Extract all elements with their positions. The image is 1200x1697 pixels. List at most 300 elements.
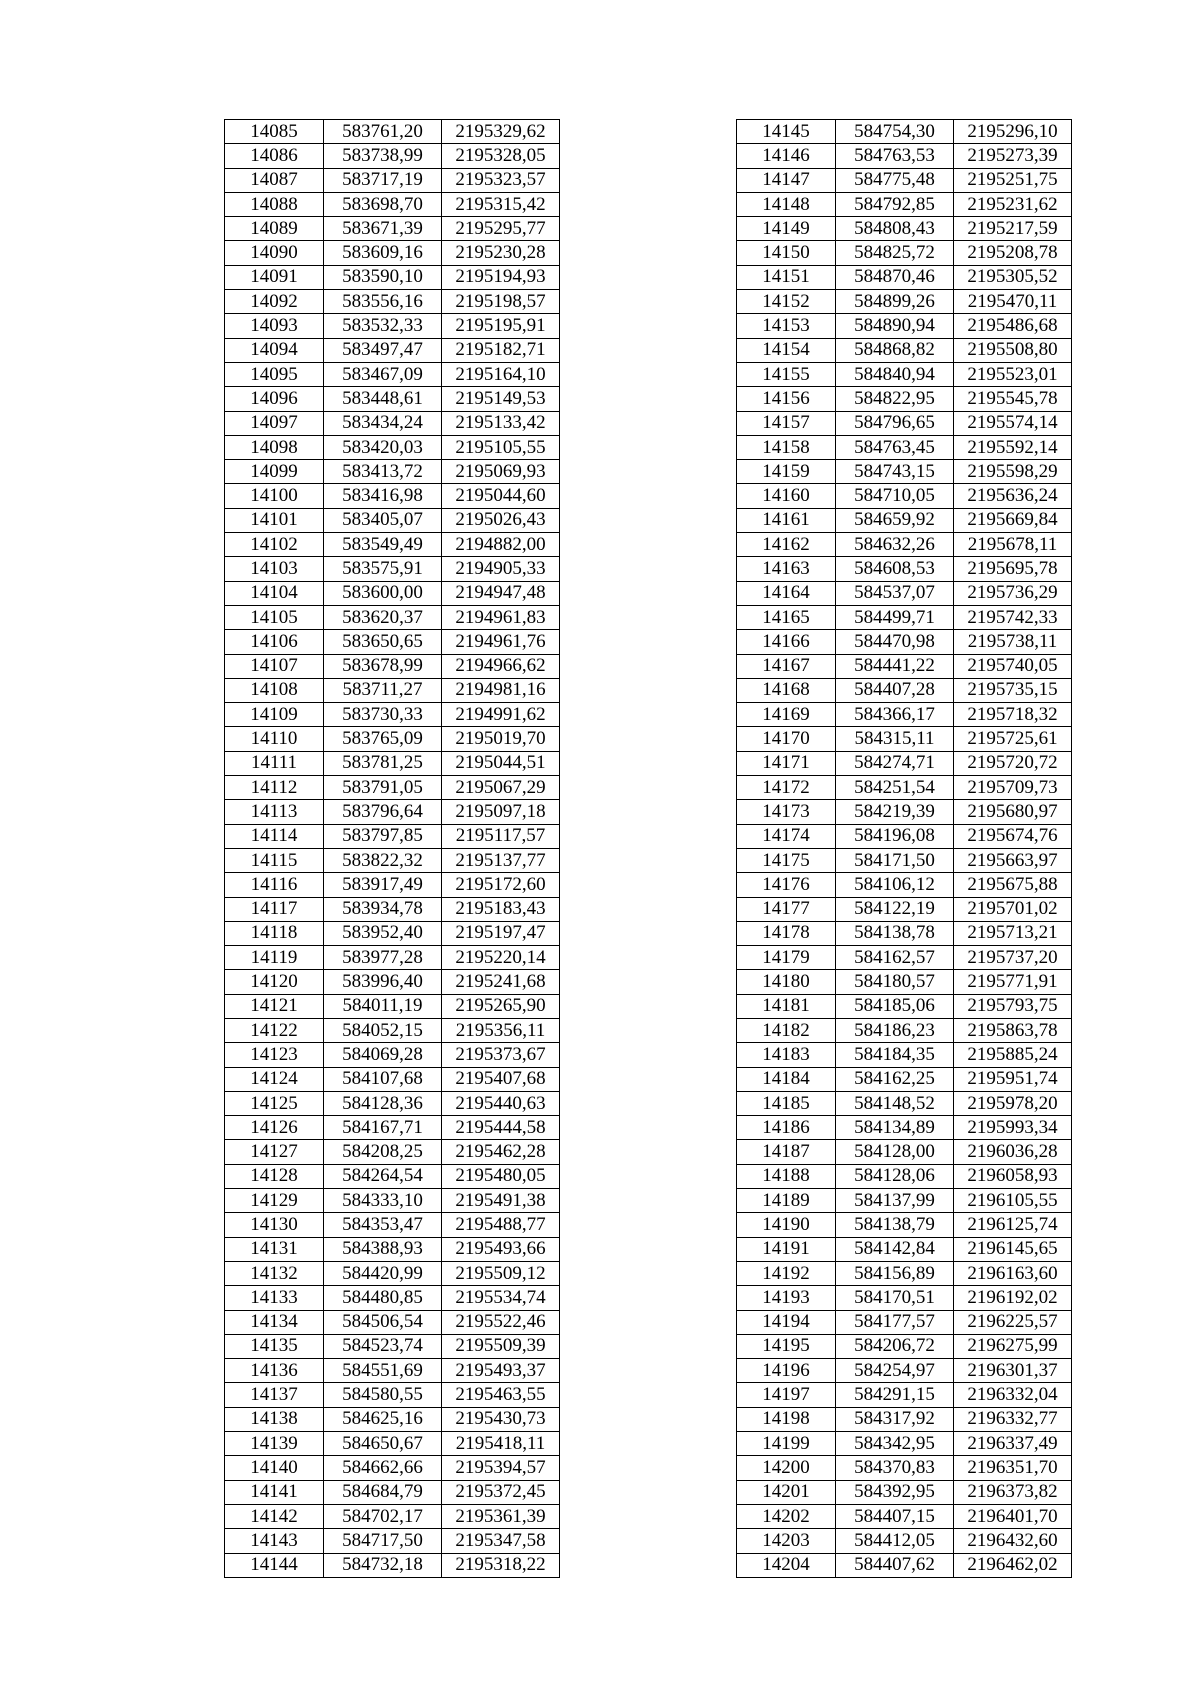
- y-coordinate-cell: 2195407,68: [442, 1067, 560, 1091]
- x-coordinate-cell: 584251,54: [836, 776, 954, 800]
- point-number-cell: 14109: [225, 703, 324, 727]
- x-coordinate-cell: 584148,52: [836, 1091, 954, 1115]
- table-row: [225, 1189, 560, 1213]
- table-row: [225, 1529, 560, 1553]
- point-number-cell: 14103: [225, 557, 324, 581]
- table-row: [737, 192, 1072, 216]
- table-row: [225, 1553, 560, 1577]
- point-number-cell: 14186: [737, 1116, 836, 1140]
- y-coordinate-cell: 2195394,57: [442, 1456, 560, 1480]
- x-coordinate-cell: 584134,89: [836, 1116, 954, 1140]
- x-coordinate-cell: 583761,20: [324, 120, 442, 144]
- point-number-cell: 14198: [737, 1407, 836, 1431]
- y-coordinate-cell: 2195026,43: [442, 508, 560, 532]
- y-coordinate-cell: 2195663,97: [954, 848, 1072, 872]
- y-coordinate-cell: 2195718,32: [954, 703, 1072, 727]
- x-coordinate-cell: 584388,93: [324, 1237, 442, 1261]
- point-number-cell: 14139: [225, 1432, 324, 1456]
- y-coordinate-cell: 2195701,02: [954, 897, 1072, 921]
- table-row: [737, 873, 1072, 897]
- point-number-cell: 14143: [225, 1529, 324, 1553]
- x-coordinate-cell: 584808,43: [836, 217, 954, 241]
- x-coordinate-cell: 583711,27: [324, 678, 442, 702]
- x-coordinate-cell: 584499,71: [836, 605, 954, 629]
- x-coordinate-cell: 584366,17: [836, 703, 954, 727]
- x-coordinate-cell: 584792,85: [836, 192, 954, 216]
- table-row: [225, 605, 560, 629]
- x-coordinate-cell: 584052,15: [324, 1018, 442, 1042]
- x-coordinate-cell: 583467,09: [324, 362, 442, 386]
- y-coordinate-cell: 2195440,63: [442, 1091, 560, 1115]
- x-coordinate-cell: 584156,89: [836, 1261, 954, 1285]
- x-coordinate-cell: 584684,79: [324, 1480, 442, 1504]
- point-number-cell: 14135: [225, 1334, 324, 1358]
- y-coordinate-cell: 2195149,53: [442, 387, 560, 411]
- x-coordinate-cell: 584370,83: [836, 1456, 954, 1480]
- x-coordinate-cell: 584342,95: [836, 1432, 954, 1456]
- table-row: [225, 460, 560, 484]
- x-coordinate-cell: 584506,54: [324, 1310, 442, 1334]
- y-coordinate-cell: 2195117,57: [442, 824, 560, 848]
- x-coordinate-cell: 584608,53: [836, 557, 954, 581]
- point-number-cell: 14200: [737, 1456, 836, 1480]
- table-row: [737, 168, 1072, 192]
- table-row: [737, 557, 1072, 581]
- point-number-cell: 14167: [737, 654, 836, 678]
- table-row: [225, 1018, 560, 1042]
- x-coordinate-cell: 584441,22: [836, 654, 954, 678]
- point-number-cell: 14179: [737, 946, 836, 970]
- table-row: [225, 411, 560, 435]
- point-number-cell: 14113: [225, 800, 324, 824]
- point-number-cell: 14133: [225, 1286, 324, 1310]
- table-row: [225, 508, 560, 532]
- y-coordinate-cell: 2195680,97: [954, 800, 1072, 824]
- y-coordinate-cell: 2195509,39: [442, 1334, 560, 1358]
- point-number-cell: 14184: [737, 1067, 836, 1091]
- table-row: [225, 1286, 560, 1310]
- x-coordinate-cell: 583730,33: [324, 703, 442, 727]
- point-number-cell: 14159: [737, 460, 836, 484]
- table-row: [225, 1359, 560, 1383]
- y-coordinate-cell: 2195695,78: [954, 557, 1072, 581]
- y-coordinate-cell: 2195137,77: [442, 848, 560, 872]
- y-coordinate-cell: 2195771,91: [954, 970, 1072, 994]
- y-coordinate-cell: 2195265,90: [442, 994, 560, 1018]
- table-row: [737, 411, 1072, 435]
- point-number-cell: 14088: [225, 192, 324, 216]
- point-number-cell: 14106: [225, 630, 324, 654]
- table-row: [737, 1261, 1072, 1285]
- point-number-cell: 14145: [737, 120, 836, 144]
- x-coordinate-cell: 584170,51: [836, 1286, 954, 1310]
- point-number-cell: 14158: [737, 435, 836, 459]
- point-number-cell: 14098: [225, 435, 324, 459]
- y-coordinate-cell: 2195273,39: [954, 144, 1072, 168]
- y-coordinate-cell: 2196036,28: [954, 1140, 1072, 1164]
- x-coordinate-cell: 584208,25: [324, 1140, 442, 1164]
- table-row: [225, 848, 560, 872]
- x-coordinate-cell: 583717,19: [324, 168, 442, 192]
- table-row: [737, 751, 1072, 775]
- x-coordinate-cell: 584254,97: [836, 1359, 954, 1383]
- table-row: [737, 1091, 1072, 1115]
- table-row: [225, 290, 560, 314]
- point-number-cell: 14156: [737, 387, 836, 411]
- point-number-cell: 14162: [737, 533, 836, 557]
- x-coordinate-cell: 584899,26: [836, 290, 954, 314]
- y-coordinate-cell: 2195509,12: [442, 1261, 560, 1285]
- y-coordinate-cell: 2195951,74: [954, 1067, 1072, 1091]
- table-row: [737, 654, 1072, 678]
- table-row: [225, 144, 560, 168]
- point-number-cell: 14121: [225, 994, 324, 1018]
- y-coordinate-cell: 2195534,74: [442, 1286, 560, 1310]
- x-coordinate-cell: 583549,49: [324, 533, 442, 557]
- table-row: [737, 362, 1072, 386]
- x-coordinate-cell: 584732,18: [324, 1553, 442, 1577]
- table-row: [225, 557, 560, 581]
- x-coordinate-cell: 583996,40: [324, 970, 442, 994]
- point-number-cell: 14185: [737, 1091, 836, 1115]
- point-number-cell: 14157: [737, 411, 836, 435]
- table-row: [225, 168, 560, 192]
- point-number-cell: 14144: [225, 1553, 324, 1577]
- point-number-cell: 14118: [225, 921, 324, 945]
- y-coordinate-cell: 2195329,62: [442, 120, 560, 144]
- point-number-cell: 14183: [737, 1043, 836, 1067]
- point-number-cell: 14127: [225, 1140, 324, 1164]
- table-row: [225, 1504, 560, 1528]
- table-row: [225, 192, 560, 216]
- point-number-cell: 14105: [225, 605, 324, 629]
- point-number-cell: 14097: [225, 411, 324, 435]
- y-coordinate-cell: 2195133,42: [442, 411, 560, 435]
- point-number-cell: 14201: [737, 1480, 836, 1504]
- y-coordinate-cell: 2194991,62: [442, 703, 560, 727]
- table-row: [225, 581, 560, 605]
- x-coordinate-cell: 583416,98: [324, 484, 442, 508]
- point-number-cell: 14164: [737, 581, 836, 605]
- point-number-cell: 14180: [737, 970, 836, 994]
- table-row: [737, 314, 1072, 338]
- table-row: [737, 921, 1072, 945]
- y-coordinate-cell: 2195069,93: [442, 460, 560, 484]
- table-row: [737, 1504, 1072, 1528]
- table-row: [737, 727, 1072, 751]
- table-row: [225, 1164, 560, 1188]
- point-number-cell: 14125: [225, 1091, 324, 1115]
- x-coordinate-cell: 584011,19: [324, 994, 442, 1018]
- y-coordinate-cell: 2196192,02: [954, 1286, 1072, 1310]
- point-number-cell: 14204: [737, 1553, 836, 1577]
- y-coordinate-cell: 2195678,11: [954, 533, 1072, 557]
- x-coordinate-cell: 584420,99: [324, 1261, 442, 1285]
- table-row: [737, 970, 1072, 994]
- table-row: [737, 1067, 1072, 1091]
- point-number-cell: 14096: [225, 387, 324, 411]
- x-coordinate-cell: 584206,72: [836, 1334, 954, 1358]
- point-number-cell: 14193: [737, 1286, 836, 1310]
- table-row: [225, 654, 560, 678]
- point-number-cell: 14130: [225, 1213, 324, 1237]
- x-coordinate-cell: 584186,23: [836, 1018, 954, 1042]
- table-row: [737, 605, 1072, 629]
- x-coordinate-cell: 583556,16: [324, 290, 442, 314]
- point-number-cell: 14150: [737, 241, 836, 265]
- point-number-cell: 14137: [225, 1383, 324, 1407]
- table-row: [737, 1213, 1072, 1237]
- x-coordinate-cell: 584177,57: [836, 1310, 954, 1334]
- y-coordinate-cell: 2195241,68: [442, 970, 560, 994]
- point-number-cell: 14091: [225, 265, 324, 289]
- point-number-cell: 14120: [225, 970, 324, 994]
- table-row: [225, 338, 560, 362]
- table-row: [225, 362, 560, 386]
- point-number-cell: 14141: [225, 1480, 324, 1504]
- point-number-cell: 14151: [737, 265, 836, 289]
- x-coordinate-cell: 583413,72: [324, 460, 442, 484]
- table-row: [225, 824, 560, 848]
- x-coordinate-cell: 583781,25: [324, 751, 442, 775]
- x-coordinate-cell: 584122,19: [836, 897, 954, 921]
- x-coordinate-cell: 583952,40: [324, 921, 442, 945]
- table-row: [737, 1359, 1072, 1383]
- table-row: [225, 314, 560, 338]
- x-coordinate-cell: 583590,10: [324, 265, 442, 289]
- point-number-cell: 14172: [737, 776, 836, 800]
- x-coordinate-cell: 583671,39: [324, 217, 442, 241]
- y-coordinate-cell: 2195470,11: [954, 290, 1072, 314]
- point-number-cell: 14192: [737, 1261, 836, 1285]
- point-number-cell: 14165: [737, 605, 836, 629]
- y-coordinate-cell: 2195736,29: [954, 581, 1072, 605]
- point-number-cell: 14085: [225, 120, 324, 144]
- table-row: [225, 630, 560, 654]
- x-coordinate-cell: 584743,15: [836, 460, 954, 484]
- y-coordinate-cell: 2195217,59: [954, 217, 1072, 241]
- table-row: [737, 1456, 1072, 1480]
- point-number-cell: 14175: [737, 848, 836, 872]
- point-number-cell: 14166: [737, 630, 836, 654]
- table-row: [225, 751, 560, 775]
- table-row: [737, 994, 1072, 1018]
- point-number-cell: 14124: [225, 1067, 324, 1091]
- y-coordinate-cell: 2196351,70: [954, 1456, 1072, 1480]
- x-coordinate-cell: 583934,78: [324, 897, 442, 921]
- point-number-cell: 14102: [225, 533, 324, 557]
- y-coordinate-cell: 2196125,74: [954, 1213, 1072, 1237]
- x-coordinate-cell: 584537,07: [836, 581, 954, 605]
- y-coordinate-cell: 2195172,60: [442, 873, 560, 897]
- y-coordinate-cell: 2195598,29: [954, 460, 1072, 484]
- x-coordinate-cell: 584315,11: [836, 727, 954, 751]
- point-number-cell: 14177: [737, 897, 836, 921]
- x-coordinate-cell: 584480,85: [324, 1286, 442, 1310]
- y-coordinate-cell: 2195592,14: [954, 435, 1072, 459]
- point-number-cell: 14122: [225, 1018, 324, 1042]
- y-coordinate-cell: 2195725,61: [954, 727, 1072, 751]
- x-coordinate-cell: 584171,50: [836, 848, 954, 872]
- table-row: [737, 144, 1072, 168]
- x-coordinate-cell: 584107,68: [324, 1067, 442, 1091]
- point-number-cell: 14190: [737, 1213, 836, 1237]
- y-coordinate-cell: 2195463,55: [442, 1383, 560, 1407]
- table-row: [737, 703, 1072, 727]
- table-row: [225, 1456, 560, 1480]
- x-coordinate-cell: 583797,85: [324, 824, 442, 848]
- point-number-cell: 14108: [225, 678, 324, 702]
- table-row: [225, 1213, 560, 1237]
- y-coordinate-cell: 2195328,05: [442, 144, 560, 168]
- table-row: [225, 1432, 560, 1456]
- x-coordinate-cell: 584128,36: [324, 1091, 442, 1115]
- table-row: [225, 800, 560, 824]
- x-coordinate-cell: 584717,50: [324, 1529, 442, 1553]
- point-number-cell: 14196: [737, 1359, 836, 1383]
- y-coordinate-cell: 2195194,93: [442, 265, 560, 289]
- table-row: [737, 338, 1072, 362]
- x-coordinate-cell: 584523,74: [324, 1334, 442, 1358]
- y-coordinate-cell: 2194981,16: [442, 678, 560, 702]
- point-number-cell: 14129: [225, 1189, 324, 1213]
- x-coordinate-cell: 583532,33: [324, 314, 442, 338]
- point-number-cell: 14160: [737, 484, 836, 508]
- x-coordinate-cell: 583434,24: [324, 411, 442, 435]
- y-coordinate-cell: 2195361,39: [442, 1504, 560, 1528]
- table-row: [737, 678, 1072, 702]
- x-coordinate-cell: 584162,25: [836, 1067, 954, 1091]
- table-row: [225, 435, 560, 459]
- x-coordinate-cell: 584317,92: [836, 1407, 954, 1431]
- x-coordinate-cell: 584868,82: [836, 338, 954, 362]
- point-number-cell: 14202: [737, 1504, 836, 1528]
- y-coordinate-cell: 2195197,47: [442, 921, 560, 945]
- table-row: [225, 1140, 560, 1164]
- x-coordinate-cell: 584128,00: [836, 1140, 954, 1164]
- table-row: [737, 120, 1072, 144]
- y-coordinate-cell: 2194947,48: [442, 581, 560, 605]
- y-coordinate-cell: 2195430,73: [442, 1407, 560, 1431]
- table-row: [737, 290, 1072, 314]
- x-coordinate-cell: 584291,15: [836, 1383, 954, 1407]
- point-number-cell: 14188: [737, 1164, 836, 1188]
- point-number-cell: 14090: [225, 241, 324, 265]
- x-coordinate-cell: 584775,48: [836, 168, 954, 192]
- y-coordinate-cell: 2195993,34: [954, 1116, 1072, 1140]
- point-number-cell: 14153: [737, 314, 836, 338]
- x-coordinate-cell: 584825,72: [836, 241, 954, 265]
- point-number-cell: 14104: [225, 581, 324, 605]
- x-coordinate-cell: 583822,32: [324, 848, 442, 872]
- y-coordinate-cell: 2196332,04: [954, 1383, 1072, 1407]
- point-number-cell: 14152: [737, 290, 836, 314]
- y-coordinate-cell: 2195742,33: [954, 605, 1072, 629]
- x-coordinate-cell: 584662,66: [324, 1456, 442, 1480]
- y-coordinate-cell: 2195044,51: [442, 751, 560, 775]
- point-number-cell: 14087: [225, 168, 324, 192]
- y-coordinate-cell: 2196462,02: [954, 1553, 1072, 1577]
- x-coordinate-cell: 584069,28: [324, 1043, 442, 1067]
- table-row: [225, 1261, 560, 1285]
- table-row: [737, 848, 1072, 872]
- y-coordinate-cell: 2195738,11: [954, 630, 1072, 654]
- y-coordinate-cell: 2195493,37: [442, 1359, 560, 1383]
- point-number-cell: 14111: [225, 751, 324, 775]
- x-coordinate-cell: 583977,28: [324, 946, 442, 970]
- point-number-cell: 14114: [225, 824, 324, 848]
- y-coordinate-cell: 2195444,58: [442, 1116, 560, 1140]
- table-row: [737, 946, 1072, 970]
- point-number-cell: 14140: [225, 1456, 324, 1480]
- table-row: [225, 727, 560, 751]
- table-row: [225, 1067, 560, 1091]
- point-number-cell: 14100: [225, 484, 324, 508]
- x-coordinate-cell: 584106,12: [836, 873, 954, 897]
- x-coordinate-cell: 584264,54: [324, 1164, 442, 1188]
- x-coordinate-cell: 583917,49: [324, 873, 442, 897]
- point-number-cell: 14115: [225, 848, 324, 872]
- table-row: [225, 946, 560, 970]
- point-number-cell: 14146: [737, 144, 836, 168]
- point-number-cell: 14112: [225, 776, 324, 800]
- y-coordinate-cell: 2195295,77: [442, 217, 560, 241]
- x-coordinate-cell: 584333,10: [324, 1189, 442, 1213]
- point-number-cell: 14171: [737, 751, 836, 775]
- x-coordinate-cell: 583575,91: [324, 557, 442, 581]
- point-number-cell: 14116: [225, 873, 324, 897]
- table-row: [737, 1432, 1072, 1456]
- x-coordinate-cell: 584167,71: [324, 1116, 442, 1140]
- table-row: [225, 1334, 560, 1358]
- point-number-cell: 14149: [737, 217, 836, 241]
- x-coordinate-cell: 584392,95: [836, 1480, 954, 1504]
- point-number-cell: 14110: [225, 727, 324, 751]
- x-coordinate-cell: 584870,46: [836, 265, 954, 289]
- y-coordinate-cell: 2194966,62: [442, 654, 560, 678]
- table-row: [737, 1286, 1072, 1310]
- coordinates-table-left: [224, 119, 560, 1578]
- y-coordinate-cell: 2196105,55: [954, 1189, 1072, 1213]
- y-coordinate-cell: 2195674,76: [954, 824, 1072, 848]
- point-number-cell: 14161: [737, 508, 836, 532]
- y-coordinate-cell: 2194882,00: [442, 533, 560, 557]
- point-number-cell: 14203: [737, 1529, 836, 1553]
- point-number-cell: 14086: [225, 144, 324, 168]
- y-coordinate-cell: 2195885,24: [954, 1043, 1072, 1067]
- coordinates-table-right: [736, 119, 1072, 1578]
- y-coordinate-cell: 2195372,45: [442, 1480, 560, 1504]
- y-coordinate-cell: 2195675,88: [954, 873, 1072, 897]
- x-coordinate-cell: 584138,78: [836, 921, 954, 945]
- point-number-cell: 14168: [737, 678, 836, 702]
- y-coordinate-cell: 2195231,62: [954, 192, 1072, 216]
- y-coordinate-cell: 2195793,75: [954, 994, 1072, 1018]
- x-coordinate-cell: 584650,67: [324, 1432, 442, 1456]
- table-row: [737, 1480, 1072, 1504]
- y-coordinate-cell: 2195356,11: [442, 1018, 560, 1042]
- y-coordinate-cell: 2196401,70: [954, 1504, 1072, 1528]
- x-coordinate-cell: 583620,37: [324, 605, 442, 629]
- point-number-cell: 14142: [225, 1504, 324, 1528]
- x-coordinate-cell: 584219,39: [836, 800, 954, 824]
- y-coordinate-cell: 2196432,60: [954, 1529, 1072, 1553]
- table-row: [225, 1116, 560, 1140]
- x-coordinate-cell: 584796,65: [836, 411, 954, 435]
- y-coordinate-cell: 2195183,43: [442, 897, 560, 921]
- y-coordinate-cell: 2196301,37: [954, 1359, 1072, 1383]
- y-coordinate-cell: 2195373,67: [442, 1043, 560, 1067]
